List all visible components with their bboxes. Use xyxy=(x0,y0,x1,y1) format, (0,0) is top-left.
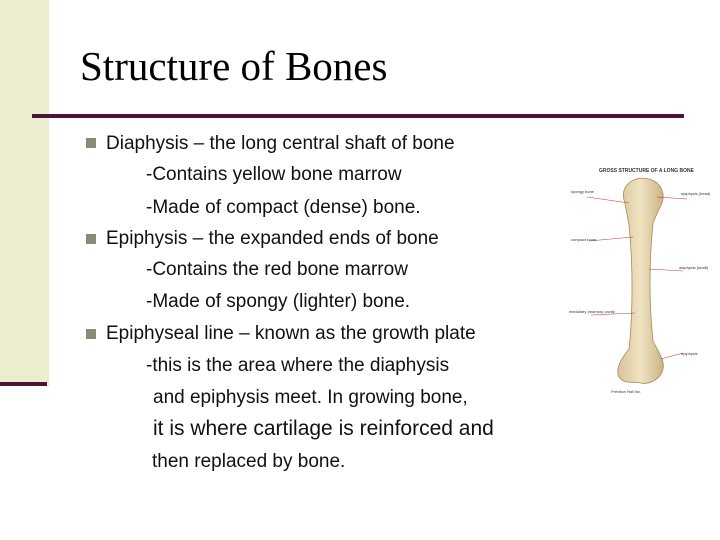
sub-point: and epiphysis meet. In growing bone, xyxy=(153,387,468,408)
figure-title: GROSS STRUCTURE OF A LONG BONE xyxy=(599,168,694,174)
long-bone-illustration xyxy=(563,163,715,403)
sub-point: then replaced by bone. xyxy=(152,451,346,472)
label-epiphysis: epiphysis xyxy=(681,351,698,356)
bullet-marker xyxy=(86,329,96,339)
bullet-diaphysis: Diaphysis – the long central shaft of bone xyxy=(106,133,455,154)
label-diaphysis-shaft: diaphysis (shaft) xyxy=(679,265,709,270)
leader-line xyxy=(587,197,629,203)
sub-point: -Contains yellow bone marrow xyxy=(146,164,402,185)
sub-point: -Made of compact (dense) bone. xyxy=(146,197,421,218)
sub-point: -Contains the red bone marrow xyxy=(146,259,408,280)
label-medullary-cavity: medullary (marrow) cavity xyxy=(569,309,615,314)
long-bone-figure xyxy=(563,163,715,403)
label-epiphysis-head: epiphysis (head) xyxy=(681,191,711,196)
bone-shape xyxy=(618,178,664,383)
slide-title: Structure of Bones xyxy=(80,43,388,89)
leader-line xyxy=(649,269,683,271)
bullet-epiphyseal-line: Epiphyseal line – known as the growth plate xyxy=(106,323,476,344)
sub-point: -this is the area where the diaphysis xyxy=(146,355,450,376)
bullet-marker xyxy=(86,234,96,244)
leader-line xyxy=(661,353,683,359)
label-spongy-bone: spongy bone xyxy=(571,189,594,194)
sub-point: it is where cartilage is reinforced and xyxy=(153,417,494,440)
bullet-epiphysis: Epiphysis – the expanded ends of bone xyxy=(106,228,439,249)
sub-point: -Made of spongy (lighter) bone. xyxy=(146,291,411,312)
figure-caption: Prentice Hall Inc. xyxy=(611,389,642,394)
label-compact-bone: compact bone xyxy=(571,237,597,242)
bullet-marker xyxy=(86,138,96,148)
